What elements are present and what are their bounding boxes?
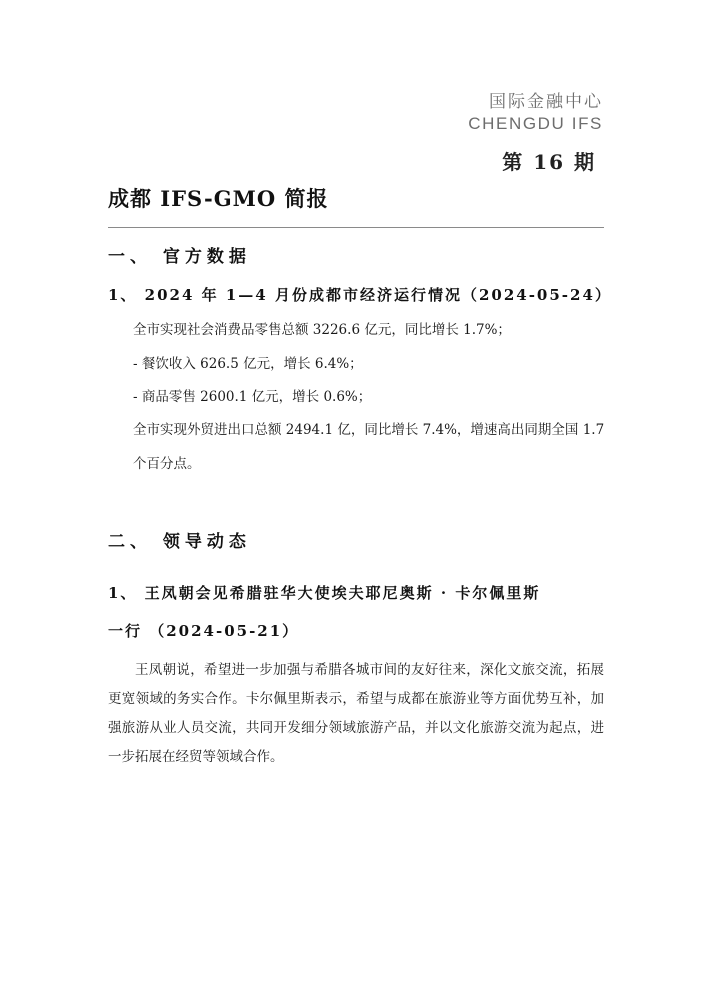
logo-chinese-text: 国际金融中心 xyxy=(489,92,603,112)
item-heading-economic-report: 1、 2024 年 1—4 月份成都市经济运行情况（2024-05-24） xyxy=(108,286,612,304)
item-heading-meeting-line2: 一行 （2024-05-21） xyxy=(108,622,300,640)
report-line-foreign-trade-cont: 个百分点。 xyxy=(133,456,201,472)
title-divider xyxy=(108,227,604,228)
section-heading-official-data: 一、 官方数据 xyxy=(108,247,251,267)
report-line-goods-retail: - 商品零售 2600.1 亿元，增长 0.6%； xyxy=(133,389,372,405)
item-heading-meeting-line1: 1、 王凤朝会见希腊驻华大使埃夫耶尼奥斯 · 卡尔佩里斯 xyxy=(108,584,541,602)
issue-number: 第 16 期 xyxy=(502,150,596,174)
document-title: 成都 IFS-GMO 简报 xyxy=(108,186,329,211)
logo-english-text: CHENGDU IFS xyxy=(468,114,603,133)
section-heading-leadership: 二、 领导动态 xyxy=(108,532,251,552)
chengdu-ifs-logo xyxy=(468,91,603,135)
report-line-catering: - 餐饮收入 626.5 亿元，增长 6.4%； xyxy=(133,356,363,372)
report-line-retail-total: 全市实现社会消费品零售总额 3226.6 亿元，同比增长 1.7%； xyxy=(133,322,511,338)
report-line-foreign-trade: 全市实现外贸进出口总额 2494.1 亿，同比增长 7.4%，增速高出同期全国 1.7 xyxy=(133,422,605,438)
meeting-paragraph: 王凤朝说，希望进一步加强与希腊各城市间的友好往来，深化文旅交流，拓展更宽领域的务实合作。卡尔佩里斯表示，希望与成都在旅游业等方面优势互补，加强旅游从业人员交流，共同开发细分领域旅游产品，并以文化旅游交流为起点，进一步拓展在经贸等领域合作。 xyxy=(108,662,604,765)
